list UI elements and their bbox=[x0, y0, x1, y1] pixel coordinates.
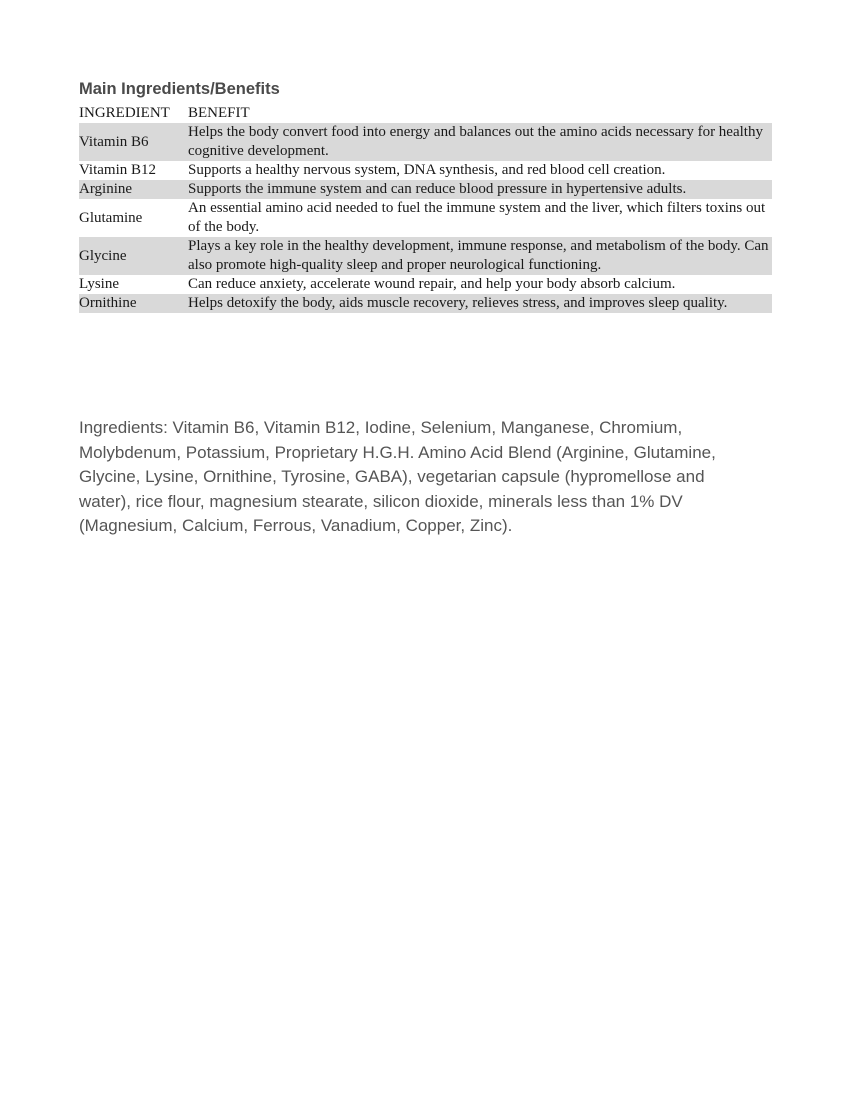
table-row bbox=[79, 294, 772, 313]
ingredient-name: Ornithine bbox=[79, 295, 137, 311]
ingredients-list-paragraph: Ingredients: Vitamin B6, Vitamin B12, Iodine, Selenium, Manganese, Chromium, Molybdenum, Potassium, Proprietary H.G.H. Amino Acid Blend (Arginine, Glutamine, Glycine, Lysine, Ornithine, Tyrosine, GABA), vegetarian capsule (hypromellose and water), rice flour, magnesium stearate, silicon dioxide, minerals less than 1% DV (Magnesium, Calcium, Ferrous, Vanadium, Copper, Zinc). bbox=[79, 418, 716, 535]
ingredient-benefit: Helps detoxify the body, aids muscle recovery, relieves stress, and improves sleep quality. bbox=[188, 295, 728, 311]
table-header-row bbox=[79, 104, 772, 123]
ingredient-benefit: Helps the body convert food into energy and balances out the amino acids necessary for healthy cognitive development. bbox=[188, 124, 763, 159]
ingredient-name: Vitamin B12 bbox=[79, 162, 157, 178]
table-row bbox=[79, 161, 772, 180]
ingredient-name: Arginine bbox=[79, 181, 133, 197]
table-row bbox=[79, 180, 772, 199]
ingredients-benefits-table bbox=[79, 104, 772, 313]
ingredient-benefit: Can reduce anxiety, accelerate wound repair, and help your body absorb calcium. bbox=[188, 276, 676, 292]
table-row bbox=[79, 237, 772, 275]
ingredient-benefit: Supports a healthy nervous system, DNA synthesis, and red blood cell creation. bbox=[188, 162, 666, 178]
ingredient-name: Lysine bbox=[79, 276, 119, 292]
column-header-benefit: BENEFIT bbox=[188, 105, 250, 121]
ingredient-benefit: Supports the immune system and can reduce blood pressure in hypertensive adults. bbox=[188, 181, 687, 197]
column-header-ingredient: INGREDIENT bbox=[79, 105, 170, 121]
ingredient-name: Vitamin B6 bbox=[79, 133, 149, 150]
table-row bbox=[79, 123, 772, 161]
table-row bbox=[79, 199, 772, 237]
ingredient-benefit: An essential amino acid needed to fuel the immune system and the liver, which filters toxins out of the body. bbox=[188, 200, 766, 235]
ingredient-benefit: Plays a key role in the healthy development, immune response, and metabolism of the body. Can also promote high-quality sleep and proper neurological functioning. bbox=[188, 238, 769, 273]
page-heading: Main Ingredients/Benefits bbox=[79, 80, 280, 98]
table-row bbox=[79, 275, 772, 294]
ingredient-name: Glycine bbox=[79, 247, 127, 264]
ingredient-name: Glutamine bbox=[79, 209, 143, 226]
